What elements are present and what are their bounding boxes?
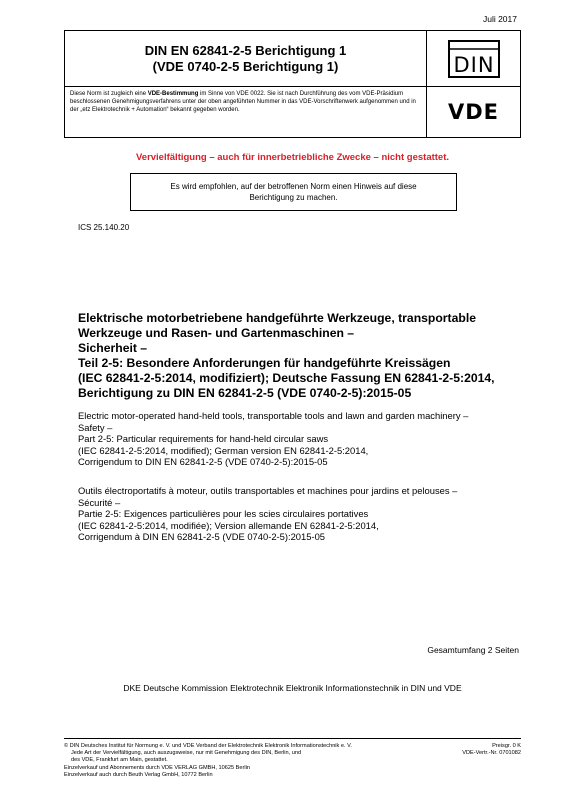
german-title-line: Sicherheit –	[78, 341, 148, 355]
notice-line2: Berichtigung zu machen.	[249, 193, 338, 202]
svg-text:DIN: DIN	[452, 52, 495, 77]
french-title-line: (IEC 62841-2-5:2014, modifiée); Version allemande EN 62841-2-5:2014,	[78, 519, 379, 531]
sales-line: Einzelverkauf auch durch Beuth Verlag GmbH, 10772 Berlin	[64, 771, 213, 778]
header-box	[64, 30, 521, 138]
vde-logo: VDE	[447, 100, 500, 124]
copyright-line: © DIN Deutsches Institut für Normung e. V. und VDE Verband der Elektrotechnik Elektronik Informationstechnik e. V.	[64, 743, 352, 749]
document-title-line1: DIN EN 62841-2-5 Berichtigung 1	[144, 42, 347, 58]
german-title-line: Berichtigung zu DIN EN 62841-2-5 (VDE 0740-2-5):2015-05	[78, 386, 412, 400]
ics-code: ICS 25.140.20	[78, 223, 130, 232]
price-group: Preisgr. 0 K	[492, 743, 521, 749]
copyright-line: des VDE, Frankfurt am Main, gestattet.	[71, 757, 168, 764]
copyright-line: Jede Art der Vervielfältigung, auch auszugsweise, nur mit Genehmigung des DIN, Berlin, und	[71, 750, 302, 757]
document-title-cell	[65, 31, 427, 87]
notice-line1: Es wird empfohlen, auf der betroffenen Norm einen Hinweis auf diese	[170, 182, 417, 191]
sales-line: Einzelverkauf und Abonnements durch VDE VERLAG GMBH, 10625 Berlin	[64, 764, 250, 771]
corrigendum-notice-box	[130, 173, 457, 211]
din-logo-cell	[427, 31, 520, 87]
dke-statement: DKE Deutsche Kommission Elektrotechnik Elektronik Informationstechnik in DIN und VDE	[123, 683, 462, 693]
issue-date: Juli 2017	[482, 14, 517, 24]
english-title-line: Part 2-5: Particular requirements for hand-held circular saws	[78, 433, 329, 444]
german-title-line: Werkzeuge und Rasen- und Gartenmaschinen –	[78, 326, 355, 340]
vde-contract-number: VDE-Vertr.-Nr. 0701082	[462, 750, 521, 757]
french-title-line: Outils électroportatifs à moteur, outils transportables et machines pour jardins et pelouses –	[78, 485, 458, 496]
english-title	[78, 410, 528, 468]
document-title-line2: (VDE 0740-2-5 Berichtigung 1)	[152, 58, 339, 74]
french-title-line: Sécurité –	[78, 496, 121, 508]
english-title-line: Corrigendum to DIN EN 62841-2-5 (VDE 0740-2-5):2015-05	[78, 456, 328, 467]
german-title-line: (IEC 62841-2-5:2014, modifiziert); Deutsche Fassung EN 62841-2-5:2014,	[78, 371, 495, 385]
french-title	[78, 485, 528, 543]
din-logo-icon	[448, 40, 500, 78]
german-title-line: Teil 2-5: Besondere Anforderungen für handgeführte Kreissägen	[78, 356, 451, 370]
footer-divider	[64, 738, 521, 739]
french-title-line: Corrigendum à DIN EN 62841-2-5 (VDE 0740-2-5):2015-05	[78, 531, 326, 542]
total-pages: Gesamtumfang 2 Seiten	[427, 645, 519, 655]
footer-price-info	[462, 743, 521, 757]
footer-copyright	[64, 743, 414, 779]
german-title-line: Elektrische motorbetriebene handgeführte Werkzeuge, transportable	[78, 311, 476, 325]
english-title-line: Electric motor-operated hand-held tools, transportable tools and lawn and garden machinery –	[78, 410, 469, 421]
reproduction-notice: Vervielfältigung – auch für innerbetriebliche Zwecke – nicht gestattet.	[135, 152, 450, 163]
german-title	[78, 311, 528, 401]
vde-regulation-description: Diese Norm ist zugleich eine VDE-Bestimmung im Sinne von VDE 0022. Sie ist nach Durchführung des vom VDE-Präsidium beschlossenen Genehmigungsverfahrens unter der oben angeführten Nummer in das VDE-Vorschriftenwerk aufgenommen und in der „etz Elektrotechnik + Automation“ bekannt gegeben worden.	[65, 87, 427, 137]
english-title-line: (IEC 62841-2-5:2014, modified); German version EN 62841-2-5:2014,	[78, 444, 369, 456]
vde-logo-cell	[427, 87, 520, 137]
french-title-line: Partie 2-5: Exigences particulières pour les scies circulaires portatives	[78, 508, 369, 519]
vde-regulation-term: VDE-Bestimmung	[147, 91, 199, 97]
english-title-line: Safety –	[78, 421, 113, 433]
